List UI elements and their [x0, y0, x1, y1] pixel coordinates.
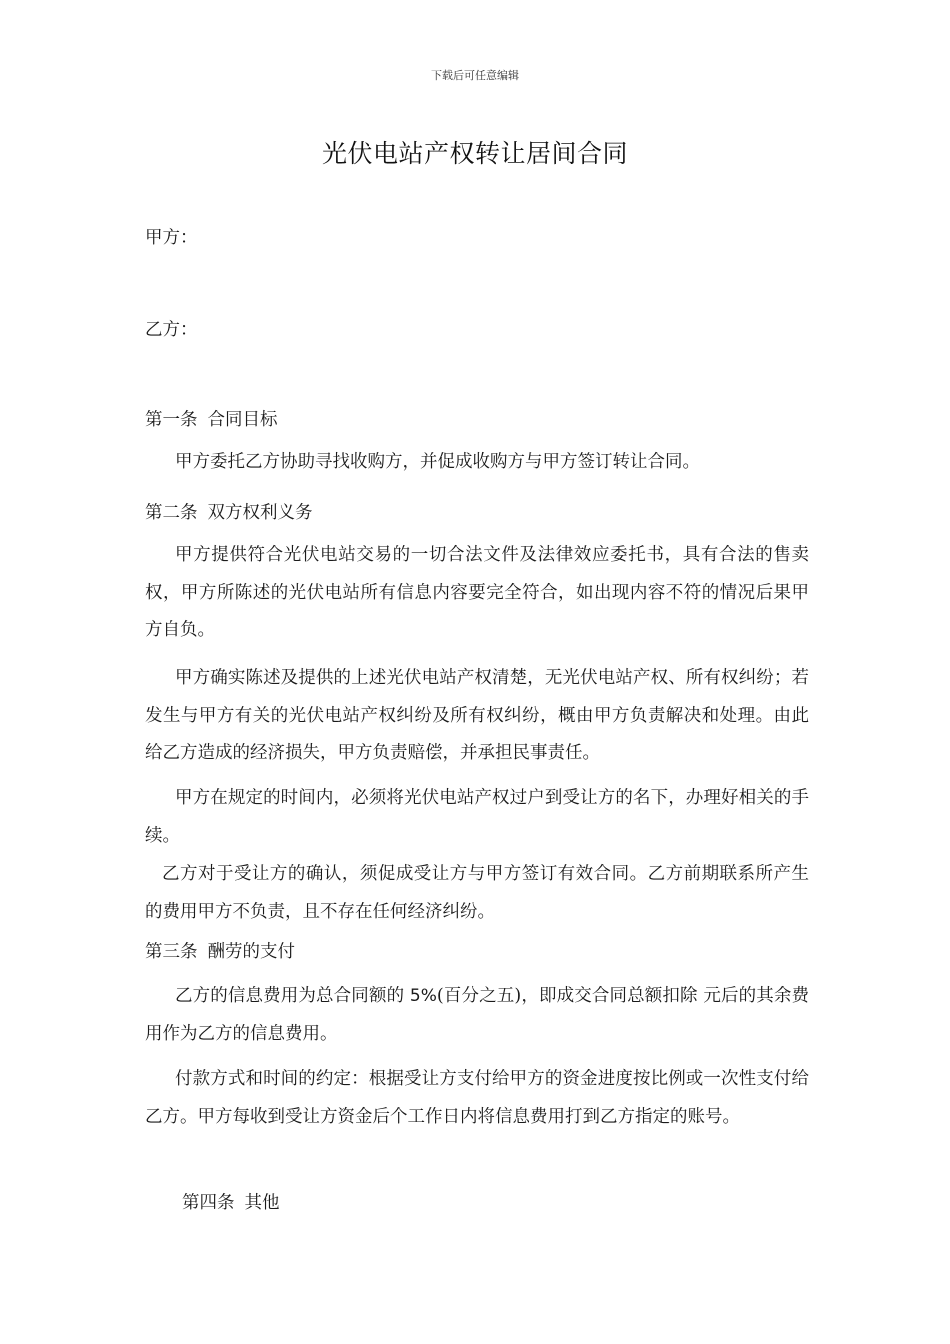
fee-percentage: 5% — [409, 986, 437, 1006]
article-2-title: 双方权利义务 — [207, 503, 313, 523]
article-2-number: 第二条 — [145, 503, 198, 523]
article-2-heading — [145, 499, 313, 524]
article-3-paragraph-1 — [145, 978, 809, 1053]
fee-text-a: 乙方的信息费用为总合同额的 — [175, 986, 405, 1006]
article-2-paragraph-2: 甲方确实陈述及提供的上述光伏电站产权清楚，无光伏电站产权、所有权纠纷；若发生与甲方有关的光伏电站产权纠纷及所有权纠纷，概由甲方负责解决和处理。由此给乙方造成的经济损失，甲方负责赔偿，并承担民事责任。 — [145, 668, 809, 763]
party-a-label: 甲方： — [145, 228, 198, 248]
article-1-heading — [145, 406, 278, 431]
article-2-paragraph-3: 甲方在规定的时间内，必须将光伏电站产权过户到受让方的名下，办理好相关的手续。 — [145, 788, 809, 846]
contract-title: 光伏电站产权转让居间合同 — [321, 139, 628, 168]
article-4-title: 其他 — [244, 1193, 280, 1213]
article-4-heading — [182, 1189, 280, 1214]
article-3-heading — [145, 938, 295, 963]
article-1-title: 合同目标 — [207, 410, 278, 430]
article-3-number: 第三条 — [145, 942, 198, 962]
article-2-paragraph-1: 甲方提供符合光伏电站交易的一切合法文件及法律效应委托书，具有合法的售卖权，甲方所陈述的光伏电站所有信息内容要完全符合，如出现内容不符的情况后果甲方自负。 — [145, 545, 809, 640]
header-note: 下载后可任意编辑 — [431, 69, 519, 82]
article-1-number: 第一条 — [145, 410, 198, 430]
article-4-number: 第四条 — [182, 1193, 235, 1213]
article-3-title: 酬劳的支付 — [207, 942, 295, 962]
party-b-label: 乙方： — [145, 320, 198, 340]
article-2-paragraph-4: 乙方对于受让方的确认，须促成受让方与甲方签订有效合同。乙方前期联系所产生的费用甲方不负责，且不存在任何经济纠纷。 — [145, 864, 809, 922]
fee-text-b: (百分之五)，即成交合同总额扣除 元后的其余费用作为乙方的信息费用。 — [145, 986, 809, 1044]
article-1-paragraph-1: 甲方委托乙方协助寻找收购方，并促成收购方与甲方签订转让合同。 — [175, 452, 700, 472]
article-3-paragraph-2: 付款方式和时间的约定：根据受让方支付给甲方的资金进度按比例或一次性支付给乙方。甲方每收到受让方资金后个工作日内将信息费用打到乙方指定的账号。 — [145, 1069, 809, 1127]
